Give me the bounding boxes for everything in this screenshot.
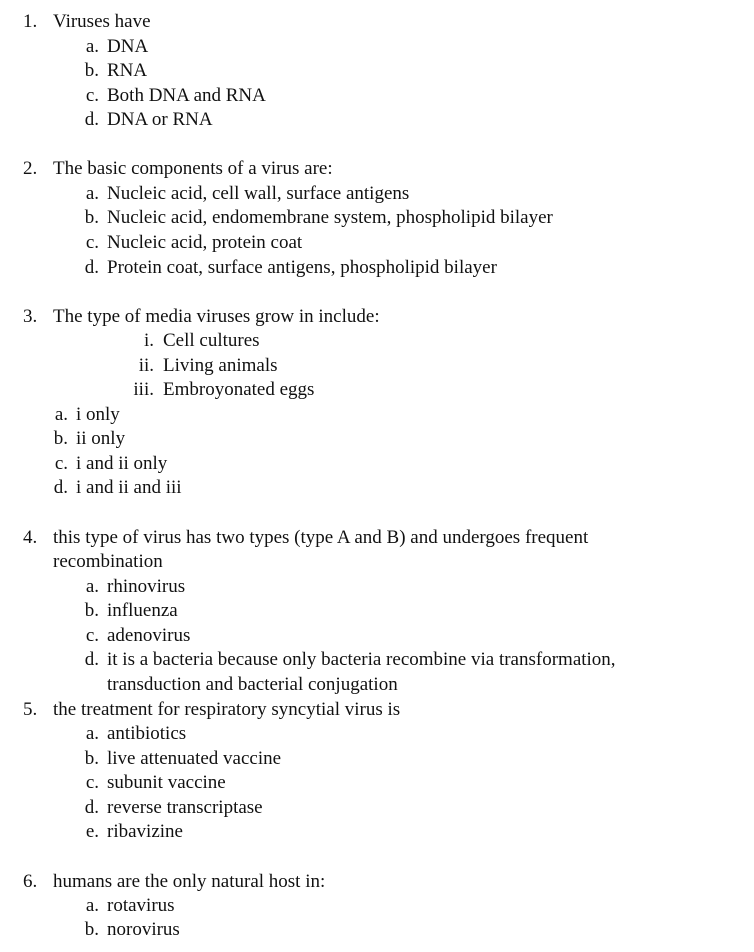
roman-text: Cell cultures [163, 330, 260, 351]
question-number: 2. [23, 158, 38, 179]
option-text: reverse transcriptase [107, 797, 263, 818]
option-text: i and ii only [76, 453, 168, 474]
option-label: c. [85, 625, 99, 646]
question-number: 4. [23, 527, 38, 548]
option-text: Nucleic acid, cell wall, surface antigens [107, 183, 410, 204]
option-label: d. [53, 477, 68, 498]
option-label: b. [84, 60, 99, 81]
option-text: rotavirus [107, 895, 175, 916]
option-text: Nucleic acid, endomembrane system, phospholipid bilayer [107, 207, 553, 228]
question-text: this type of virus has two types (type A and B) and undergoes frequent [53, 527, 589, 548]
option-label: b. [84, 600, 99, 621]
roman-label: iii. [133, 379, 154, 400]
option-label: a. [85, 183, 99, 204]
question-number: 1. [23, 11, 38, 32]
option-label: c. [85, 232, 99, 253]
option-text: rhinovirus [107, 576, 186, 597]
option-text: antibiotics [107, 723, 187, 744]
option-text: ribavizine [107, 821, 183, 842]
option-text: DNA [107, 36, 149, 57]
question-text: humans are the only natural host in: [53, 871, 326, 892]
question-text: The type of media viruses grow in include: [53, 306, 380, 327]
roman-label: ii. [138, 355, 154, 376]
option-text: it is a bacteria because only bacteria recombine via transformation, [107, 649, 616, 670]
option-text: subunit vaccine [107, 772, 226, 793]
option-label: b. [84, 748, 99, 769]
option-text: Nucleic acid, protein coat [107, 232, 303, 253]
roman-label: i. [143, 330, 154, 351]
option-text: live attenuated vaccine [107, 748, 282, 769]
option-label: d. [84, 109, 99, 130]
option-label: b. [53, 428, 68, 449]
option-label: a. [85, 36, 99, 57]
option-text: RNA [107, 60, 148, 81]
option-label: c. [54, 453, 68, 474]
question-text: Viruses have [53, 11, 151, 32]
option-text: Both DNA and RNA [107, 85, 266, 106]
question-text: the treatment for respiratory syncytial virus is [53, 699, 401, 720]
option-label: c. [85, 772, 99, 793]
option-label: d. [84, 797, 99, 818]
option-text: Protein coat, surface antigens, phospholipid bilayer [107, 257, 497, 278]
option-text: influenza [107, 600, 178, 621]
option-label: b. [84, 919, 99, 940]
option-text: ii only [76, 428, 126, 449]
option-label: c. [85, 85, 99, 106]
question-number: 3. [23, 306, 38, 327]
option-text: i only [76, 404, 120, 425]
question-text: The basic components of a virus are: [53, 158, 333, 179]
option-label: a. [85, 723, 99, 744]
option-text: DNA or RNA [107, 109, 213, 130]
question-number: 5. [23, 699, 38, 720]
option-text: i and ii and iii [76, 477, 182, 498]
option-label: b. [84, 207, 99, 228]
option-text: norovirus [107, 919, 180, 940]
option-text: adenovirus [107, 625, 191, 646]
option-label: a. [85, 895, 99, 916]
roman-text: Living animals [163, 355, 278, 376]
question-text: recombination [53, 551, 163, 572]
option-text: transduction and bacterial conjugation [107, 674, 398, 695]
option-label: e. [85, 821, 99, 842]
question-number: 6. [23, 871, 38, 892]
option-label: d. [84, 649, 99, 670]
option-label: d. [84, 257, 99, 278]
roman-text: Embroyonated eggs [163, 379, 315, 400]
option-label: a. [54, 404, 68, 425]
option-label: a. [85, 576, 99, 597]
